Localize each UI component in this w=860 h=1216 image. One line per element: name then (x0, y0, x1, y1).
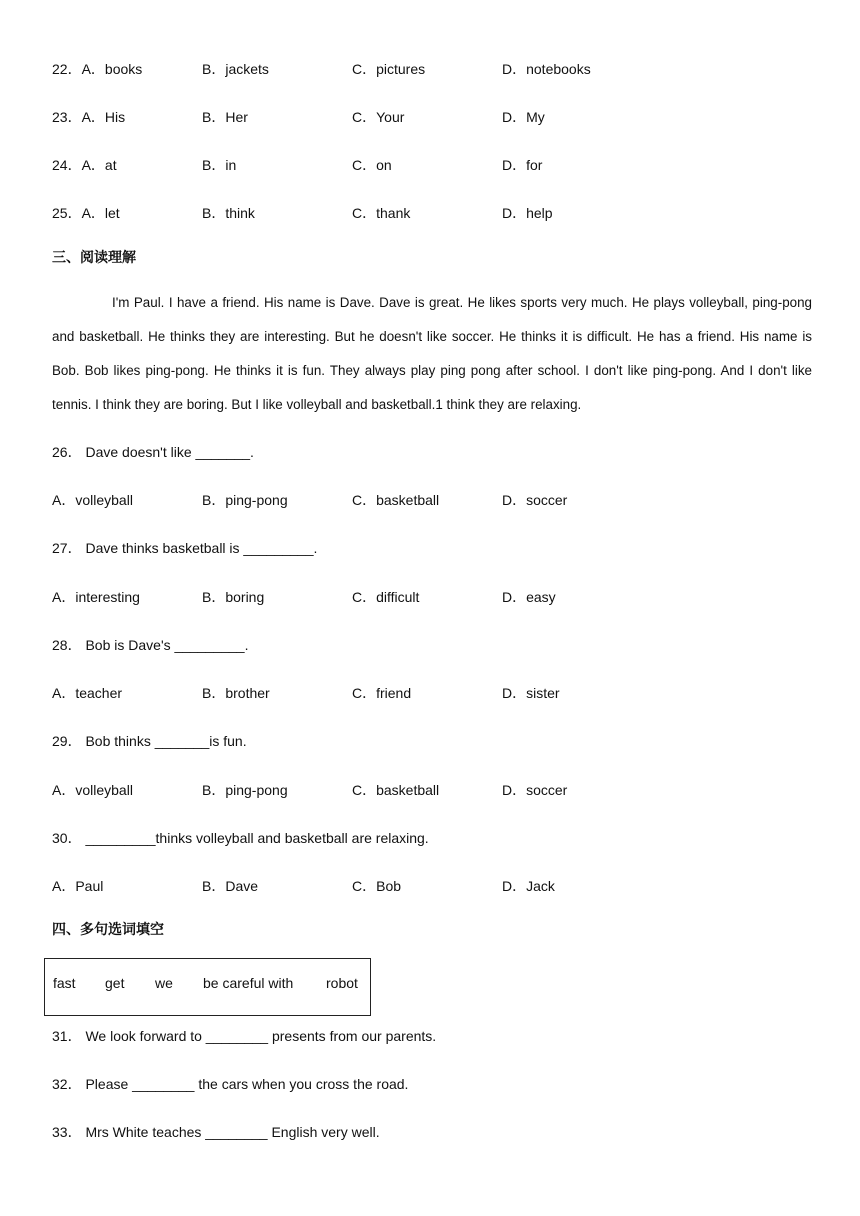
question-28-stem: 28． Bob is Dave's _________. (52, 637, 249, 653)
option-b: B．ping-pong (202, 782, 288, 798)
option-d: D．soccer (502, 782, 568, 798)
word-bank-item: be careful with (203, 975, 294, 991)
word-bank-box (44, 958, 371, 1016)
option-a: A．teacher (52, 685, 123, 701)
option-d: D．for (502, 157, 543, 173)
option-b: B．think (202, 205, 255, 221)
option-c: C．basketball (352, 782, 440, 798)
option-a-text: A．His (81, 109, 126, 125)
option-d: D．soccer (502, 492, 568, 508)
option-c: C．Bob (352, 878, 402, 894)
option-a (52, 59, 142, 79)
option-b: B．Dave (202, 878, 259, 894)
option-c: C．friend (352, 685, 412, 701)
question-31: 31． We look forward to ________ presents from our parents. (52, 1028, 437, 1044)
option-d: D．help (502, 205, 553, 221)
option-a: A．volleyball (52, 492, 133, 508)
option-d: D．notebooks (502, 61, 591, 77)
option-d: D．Jack (502, 878, 555, 894)
option-a: A．volleyball (52, 782, 133, 798)
option-c: C．on (352, 157, 392, 173)
option-c: C．Your (352, 109, 405, 125)
option-a (52, 203, 120, 223)
question-30-stem: 30． _________thinks volleyball and basketball are relaxing. (52, 830, 429, 846)
question-number: 23． (52, 109, 82, 125)
option-a (52, 107, 125, 127)
word-bank-item: we (155, 975, 173, 991)
question-27-stem: 27． Dave thinks basketball is _________. (52, 540, 318, 556)
word-bank-item: robot (326, 975, 358, 991)
question-26-stem: 26． Dave doesn't like _______. (52, 444, 254, 460)
option-b: B．in (202, 157, 237, 173)
option-d: D．easy (502, 589, 556, 605)
option-c: C．pictures (352, 61, 426, 77)
option-d: D．sister (502, 685, 560, 701)
option-b: B．jackets (202, 61, 269, 77)
question-29-stem: 29． Bob thinks _______is fun. (52, 733, 247, 749)
option-a-text: A．books (81, 61, 143, 77)
section-heading-reading: 三、阅读理解 (52, 250, 136, 266)
option-a-text: A．let (81, 205, 120, 221)
option-d: D．My (502, 109, 545, 125)
reading-passage (52, 286, 812, 422)
option-c: C．thank (352, 205, 411, 221)
option-a: A．interesting (52, 589, 140, 605)
option-a (52, 155, 117, 175)
option-a-text: A．at (81, 157, 117, 173)
option-a: A．Paul (52, 878, 104, 894)
option-c: C．difficult (352, 589, 420, 605)
option-b: B．boring (202, 589, 265, 605)
question-number: 24． (52, 157, 82, 173)
option-b: B．brother (202, 685, 270, 701)
passage-text: I'm Paul. I have a friend. His name is Dave. Dave is great. He likes sports very much. He plays volleyball, ping-pong and basketball. He thinks they are interesting. But he doesn't like soccer. He thinks it is difficult. He has a friend. His name is Bob. Bob likes ping-pong. He thinks it is fun. They always play ping pong after school. I don't like ping-pong. And I don't like tennis. I think they are boring. But I like volleyball and basketball.1 think they are relaxing. (52, 295, 812, 412)
question-33: 33． Mrs White teaches ________ English very well. (52, 1124, 380, 1140)
word-bank-item: get (105, 975, 125, 991)
option-c: C．basketball (352, 492, 440, 508)
question-number: 22． (52, 61, 82, 77)
option-b: B．Her (202, 109, 248, 125)
question-32: 32． Please ________ the cars when you cross the road. (52, 1076, 409, 1092)
section-heading-fill-in: 四、多句选词填空 (52, 922, 164, 938)
question-number: 25． (52, 205, 82, 221)
option-b: B．ping-pong (202, 492, 288, 508)
word-bank-item: fast (53, 975, 76, 991)
